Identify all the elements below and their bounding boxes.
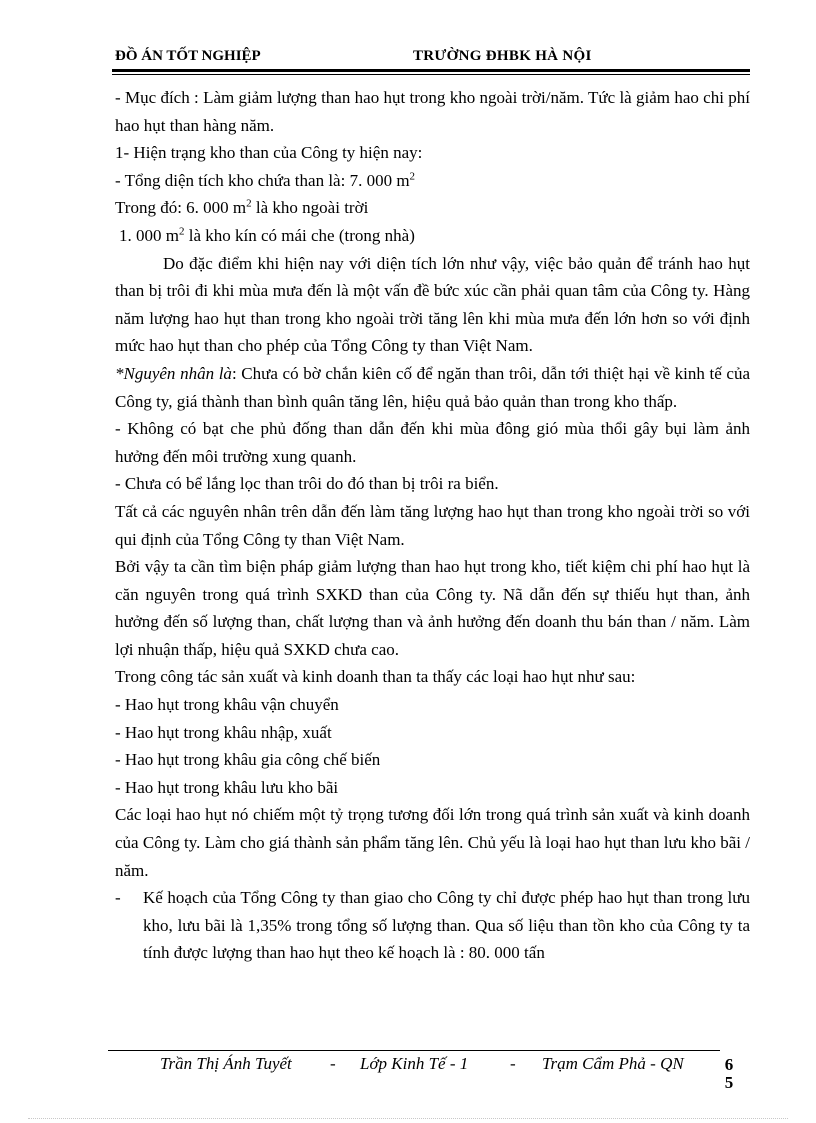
page-header — [115, 48, 750, 68]
footer-author: Trần Thị Ánh Tuyết — [160, 1054, 292, 1073]
paragraph-no-settling-tank: - Chưa có bể lắng lọc than trôi do đó than bị trôi ra biển. — [115, 474, 499, 494]
paragraph-section-title: 1- Hiện trạng kho than của Công ty hiện nay: — [115, 143, 423, 163]
list-item: - Hao hụt trong khâu gia công chế biến — [115, 750, 381, 770]
footer-separator: - — [510, 1054, 516, 1073]
header-left: ĐỒ ÁN TỐT NGHIỆP — [115, 48, 261, 64]
paragraph-no-cover: - Không có bạt che phủ đống than dẫn đến khi mùa đông gió mùa thổi gây bụi làm ảnh hưởng đến môi trường xung quanh. — [115, 419, 750, 466]
paragraph-all-causes: Tất cả các nguyên nhân trên dẫn đến làm tăng lượng hao hụt than trong kho ngoài trời so với qui định của Tổng Công ty than Việt Nam. — [115, 501, 750, 549]
document-body — [115, 84, 750, 967]
paragraph-purpose: - Mục đích : Làm giảm lượng than hao hụt trong kho ngoài trời/năm. Tức là giảm hao chi phí hao hụt than hàng năm. — [115, 88, 750, 135]
page-bottom-divider — [28, 1118, 788, 1119]
paragraph-total-area: - Tổng diện tích kho chứa than là: 7. 000 $m^2$ — [115, 170, 416, 190]
page-number: 6 5 — [724, 1055, 734, 1092]
paragraph-cause: *Nguyên nhân là: Chưa có bờ chắn kiên cố để ngăn than trôi, dẫn tới thiệt hại về kinh tế của Công ty, giá thành than bình quân tăng lên, hiệu quả bảo quản than trong kho thấp. — [115, 363, 750, 411]
footer-rule — [108, 1050, 720, 1051]
paragraph-solution: Bởi vậy ta cần tìm biện pháp giảm lượng than hao hụt trong kho, tiết kiệm chi phí hao hụt là căn nguyên trong quá trình SXKD than của Công ty. Nã dẫn đến sự thiếu hụt than, ảnh hưởng đến số lượng than, chất lượng than và ảnh hưởng đến doanh thu bán than / năm. Làm lợi nhuận thấp, hiệu quả SXKD chưa cao. — [115, 557, 750, 659]
paragraph-plan — [115, 884, 750, 967]
header-rule-thin — [112, 74, 750, 75]
list-item: - Hao hụt trong khâu lưu kho bãi — [115, 777, 339, 797]
paragraph-loss-types-intro: Trong công tác sản xuất và kinh doanh than ta thấy các loại hao hụt như sau: — [115, 667, 636, 687]
paragraph-characteristics: Do đặc điểm khi hiện nay với diện tích lớn như vậy, việc bảo quản để tránh hao hụt than bị trôi đi khi mùa mưa đến là một vấn đề bức xúc cần phải quan tâm của Công ty. Hàng năm lượng hao hụt than trong kho ngoài trời tăng lên khi mùa mưa đến lớn hơn so với định mức hao hụt than cho phép của Tổng Công ty than Việt Nam. — [115, 253, 750, 356]
bullet-dash: - — [115, 888, 121, 908]
paragraph-outdoor-area: Trong đó: 6. 000 $m^2$ là kho ngoài trời — [115, 197, 369, 218]
paragraph-loss-share: Các loại hao hụt nó chiếm một tỷ trọng tương đối lớn trong quá trình sản xuất và kinh doanh của Công ty. Làm cho giá thành sản phẩm tăng lên. Chủ yếu là loại hao hụt than lưu kho bãi / năm. — [115, 805, 750, 880]
list-item: - Hao hụt trong khâu vận chuyển — [115, 695, 339, 715]
header-right: TRƯỜNG ĐHBK HÀ NỘI — [413, 48, 592, 64]
footer-separator: - — [330, 1054, 336, 1073]
paragraph-indoor-area: 1. 000 $m^2$ là kho kín có mái che (trong nhà) — [119, 225, 415, 245]
footer-place: Trạm Cẩm Phả - QN — [542, 1054, 684, 1073]
header-rule-thick — [112, 69, 750, 72]
list-item: - Hao hụt trong khâu nhập, xuất — [115, 722, 332, 742]
footer-class: Lớp Kinh Tế - 1 — [360, 1054, 469, 1073]
paragraph-plan-text: Kế hoạch của Tổng Công ty than giao cho Công ty chỉ được phép hao hụt than trong lưu kho, lưu bãi là 1,35% trong tổng số lượng than. Qua số liệu than tồn kho của Công ty ta tính được lượng than hao hụt theo kế hoạch là : 80. 000 tấn — [143, 888, 750, 963]
